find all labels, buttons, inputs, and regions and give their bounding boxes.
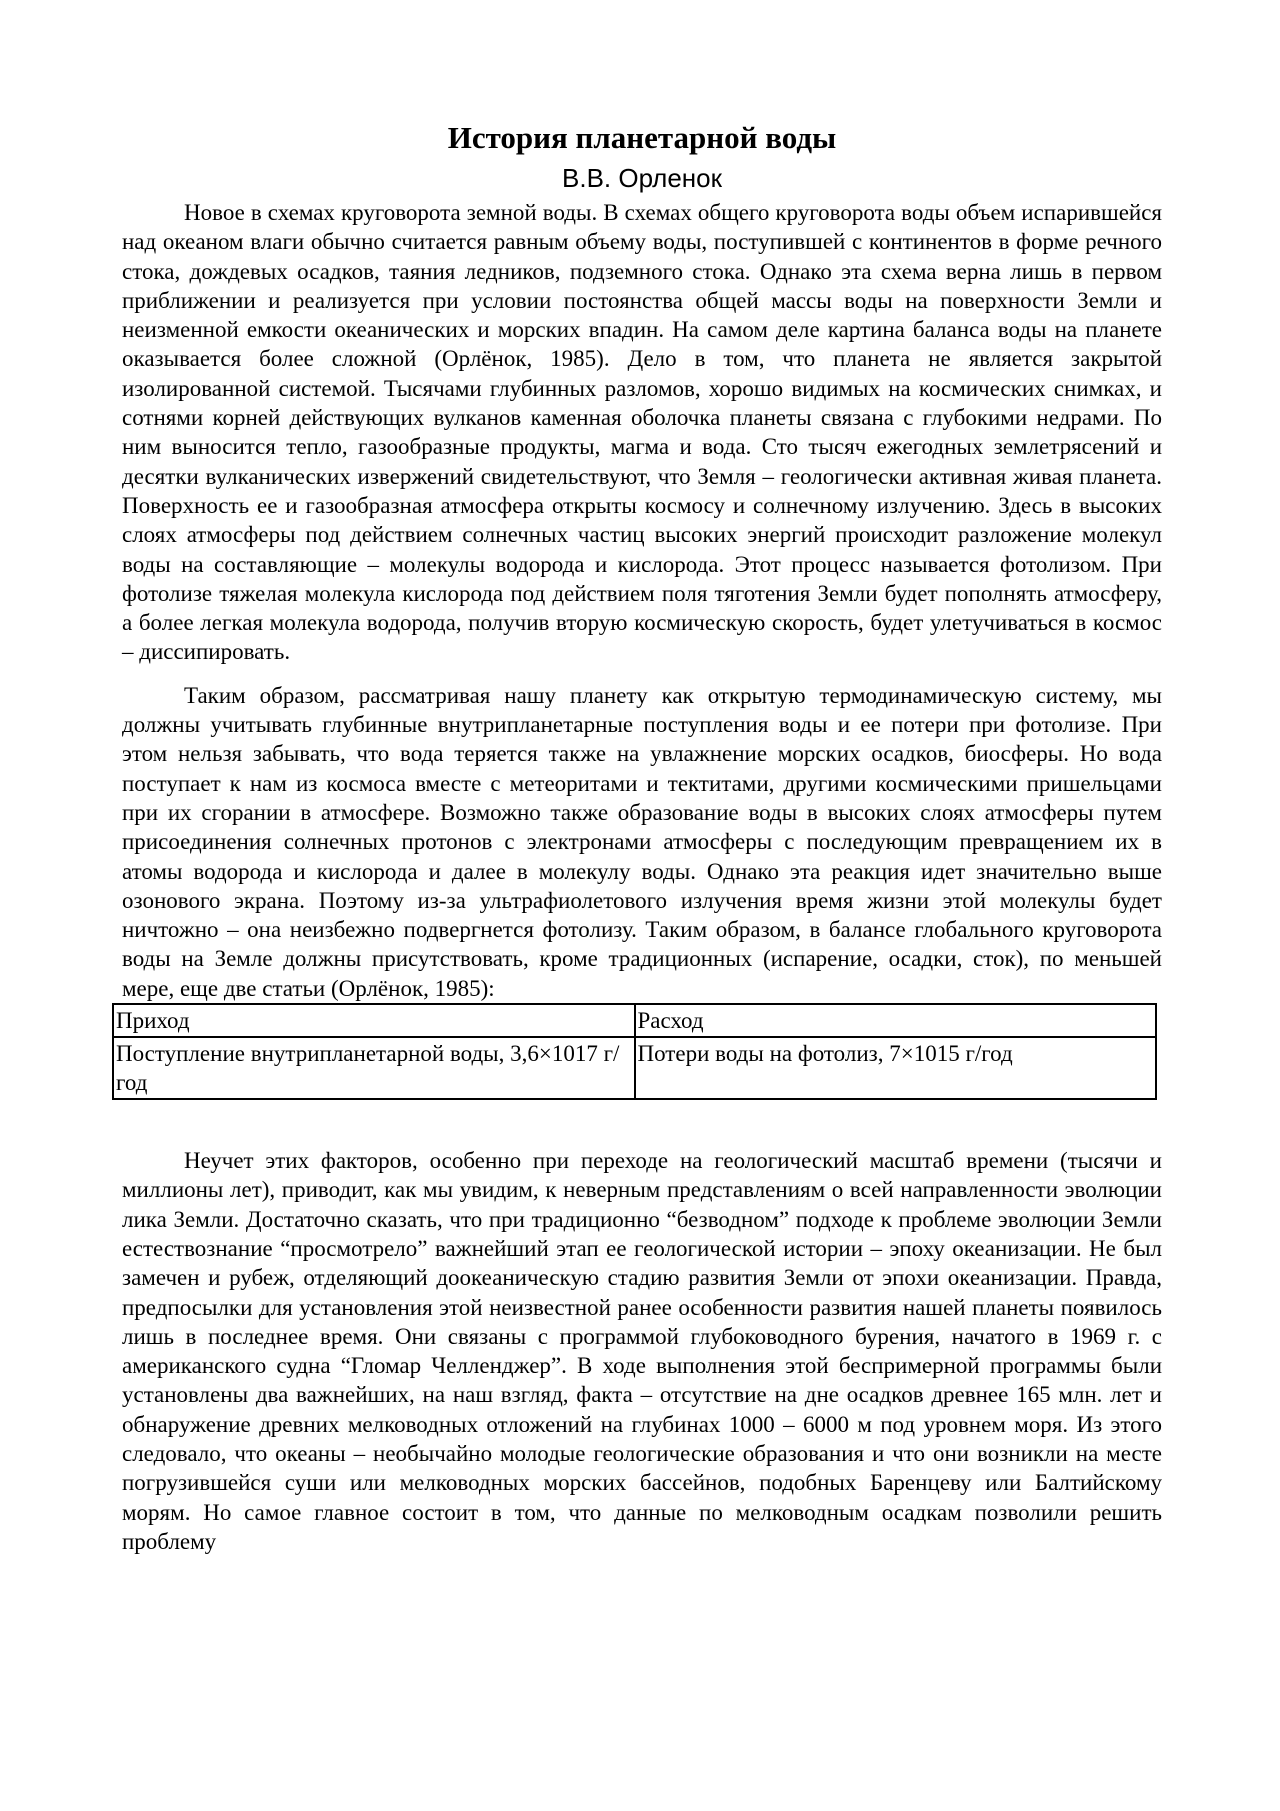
table-header-row	[113, 1004, 1156, 1037]
paragraph-1: Новое в схемах круговорота земной воды. В схемах общего круговорота воды объем испарившейся над океаном влаги обычно считается равным объему воды, поступившей с континентов в форме речного стока, дождевых осадков, таяния ледников, подземного стока. Однако эта схема верна лишь в первом приближении и реализуется при условии постоянства общей массы воды на поверхности Земли и неизменной емкости океанических и морских впадин. На самом деле картина баланса воды на планете оказывается более сложной (Орлёнок, 1985). Дело в том, что планета не является закрытой изолированной системой. Тысячами глубинных разломов, хорошо видимых на космических снимках, и сотнями корней действующих вулканов каменная оболочка планеты связана с глубокими недрами. По ним выносится тепло, газообразные продукты, магма и вода. Сто тысяч ежегодных землетрясений и десятки вулканических извержений свидетельствуют, что Земля – геологически активная живая планета. Поверхность ее и газообразная атмосфера открыты космосу и солнечному излучению. Здесь в высоких слоях атмосферы под действием солнечных частиц высоких энергий происходит разложение молекул воды на составляющие – молекулы водорода и кислорода. Этот процесс называется фотолизом. При фотолизе тяжелая молекула кислорода под действием поля тяготения Земли будет пополнять атмосферу, а более легкая молекула водорода, получив вторую космическую скорость, будет улетучиваться в космос – диссипировать.	[122, 200, 1162, 665]
table-header-income: Приход	[113, 1004, 635, 1037]
table-row	[113, 1037, 1156, 1099]
paragraph-2: Таким образом, рассматривая нашу планету как открытую термодинамическую систему, мы должны учитывать глубинные внутрипланетарные поступления воды и ее потери при фотолизе. При этом нельзя забывать, что вода теряется также на увлажнение морских осадков, биосферы. Но вода поступает к нам из космоса вместе с метеоритами и тектитами, другими космическими пришельцами при их сгорании в атмосфере. Возможно также образование воды в высоких слоях атмосферы путем присоединения солнечных протонов с электронами атмосферы с последующим превращением их в атомы водорода и кислорода и далее в молекулу воды. Однако эта реакция идет значительно выше озонового экрана. Поэтому из-за ультрафиолетового излучения время жизни этой молекулы будет ничтожно – она неизбежно подвергнется фотолизу. Таким образом, в балансе глобального круговорота воды на Земле должны присутствовать, кроме традиционных (испарение, осадки, сток), по меньшей мере, еще две статьи (Орлёнок, 1985):	[122, 682, 1162, 1001]
table-cell-expense: Потери воды на фотолиз, 7×1015 г/год	[635, 1037, 1157, 1099]
document-author: В.В. Орленок	[562, 163, 722, 193]
document-title: История планетарной воды	[447, 120, 837, 155]
table-cell-income: Поступление внутрипланетарной воды, 3,6×1017 г/год	[113, 1037, 635, 1099]
document-page	[116, 118, 1162, 1556]
table-header-expense: Расход	[635, 1004, 1157, 1037]
water-balance-table	[112, 1003, 1157, 1100]
paragraph-3: Неучет этих факторов, особенно при переходе на геологический масштаб времени (тысячи и миллионы лет), приводит, как мы увидим, к неверным представлениям о всей направленности эволюции лика Земли. Достаточно сказать, что при традиционно “безводном” подходе к проблеме эволюции Земли естествознание “просмотрело” важнейший этап ее геологической истории – эпоху океанизации. Не был замечен и рубеж, отделяющий доокеаническую стадию развития Земли от эпохи океанизации. Правда, предпосылки для установления этой неизвестной ранее особенности развития нашей планеты появилось лишь в последнее время. Они связаны с программой глубоководного бурения, начатого в 1969 г. с американского судна “Гломар Челленджер”. В ходе выполнения этой беспримерной программы были установлены два важнейших, на наш взгляд, факта – отсутствие на дне осадков древнее 165 млн. лет и обнаружение древних мелководных отложений на глубинах 1000 – 6000 м под уровнем моря. Из этого следовало, что океаны – необычайно молодые геологические образования и что они возникли на месте погрузившейся суши или мелководных морских бассейнов, подобных Баренцеву или Балтийскому морям. Но самое главное состоит в том, что данные по мелководным осадкам позволили решить проблему	[122, 1148, 1162, 1554]
